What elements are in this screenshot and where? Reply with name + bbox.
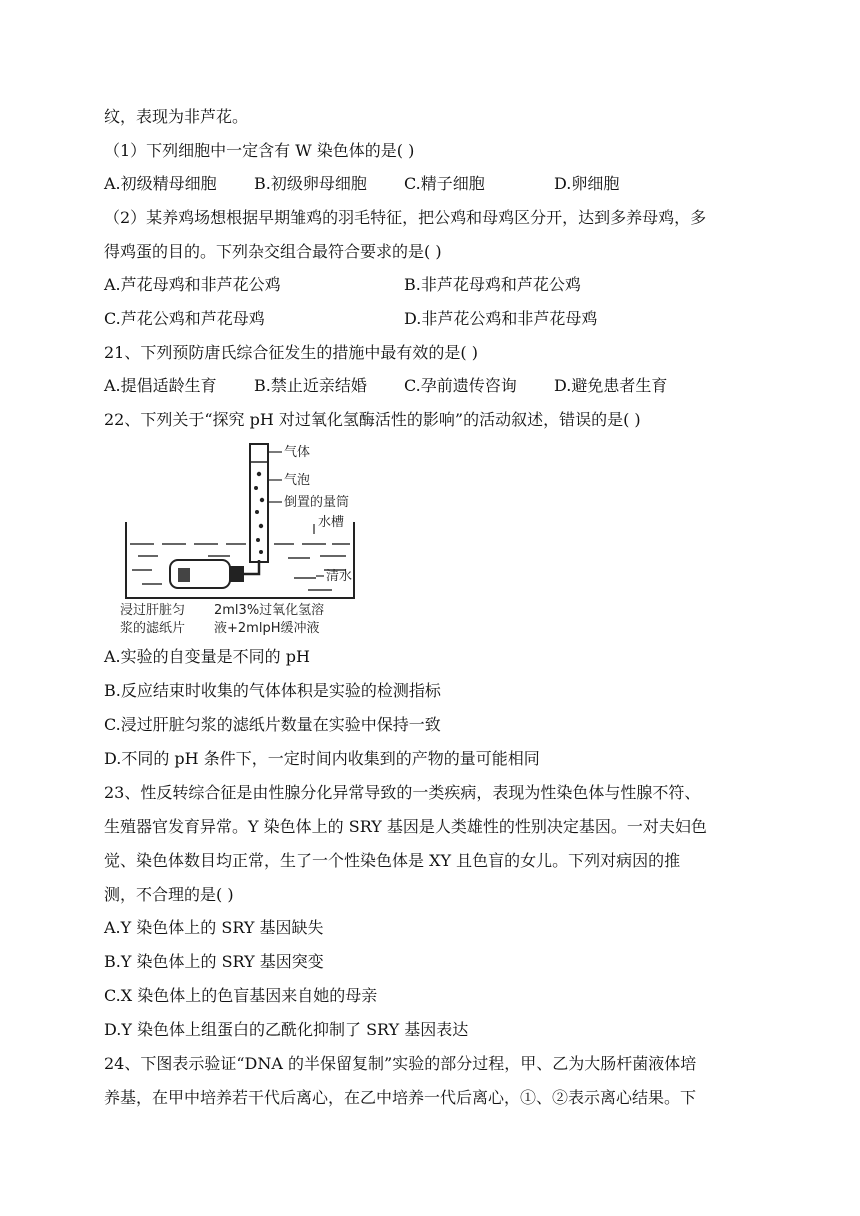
q24-stem-line1: 24、下图表示验证“DNA 的半保留复制”实验的部分过程，甲、乙为大肠杆菌液体培 (104, 1054, 697, 1073)
label-paper-line2: 浆的滤纸片 (120, 621, 186, 636)
label-paper-line1: 浸过肝脏匀 (120, 603, 186, 618)
q21-option-c: C.孕前遗传咨询 (404, 376, 517, 395)
water-trough-outline (126, 522, 354, 598)
q20-sub2-option-c: C.芦花公鸡和芦花母鸡 (104, 309, 265, 328)
label-solution-line2: 液+2mlpH缓冲液 (214, 621, 320, 636)
q20-sub2-option-b: B.非芦花母鸡和芦花公鸡 (404, 275, 581, 294)
q23-stem-line3: 觉、染色体数目均正常，生了一个性染色体是 XY 且色盲的女儿。下列对病因的推 (104, 851, 681, 870)
filter-paper (178, 568, 190, 582)
label-solution-line1: 2ml3%过氧化氢溶 (214, 603, 325, 618)
experiment-apparatus-figure (118, 440, 408, 640)
q22-option-d: D.不同的 pH 条件下，一定时间内收集到的产物的量可能相同 (104, 749, 540, 768)
bottle-stopper (230, 566, 244, 582)
q21-option-b: B.禁止近亲结婚 (254, 376, 367, 395)
q20-sub1-option-c: C.精子细胞 (404, 174, 485, 193)
label-cylinder: 倒置的量筒 (284, 495, 350, 510)
q20-sub1-option-d: D.卵细胞 (554, 174, 620, 193)
q20-sub2-option-a: A.芦花母鸡和非芦花公鸡 (104, 275, 281, 294)
q20-sub1-option-a: A.初级精母细胞 (104, 174, 217, 193)
q22-option-a: A.实验的自变量是不同的 pH (104, 647, 310, 666)
q23-option-a: A.Y 染色体上的 SRY 基因缺失 (104, 918, 324, 937)
q23-stem-line4: 测，不合理的是( ) (104, 885, 234, 904)
q22-option-b: B.反应结束时收集的气体体积是实验的检测指标 (104, 681, 441, 700)
q23-option-b: B.Y 染色体上的 SRY 基因突变 (104, 952, 324, 971)
q20-sub2-option-d: D.非芦花公鸡和非芦花母鸡 (404, 309, 598, 328)
q21-option-a: A.提倡适龄生育 (104, 376, 217, 395)
q20-continuation: 纹，表现为非芦花。 (104, 107, 249, 126)
q21-stem: 21、下列预防唐氏综合征发生的措施中最有效的是( ) (104, 343, 478, 362)
q24-stem-line2: 养基，在甲中培养若干代后离心，在乙中培养一代后离心，①、②表示离心结果。下 (104, 1088, 697, 1107)
label-water: 清水 (326, 569, 353, 584)
q23-stem-line2: 生殖器官发育异常。Y 染色体上的 SRY 基因是人类雄性的性别决定基因。一对夫妇色 (104, 817, 707, 836)
q23-stem-line1: 23、性反转综合征是由性腺分化异常导致的一类疾病，表现为性染色体与性腺不符、 (104, 783, 701, 802)
q23-option-c: C.X 染色体上的色盲基因来自她的母亲 (104, 986, 378, 1005)
label-bubble: 气泡 (284, 473, 311, 488)
q22-option-c: C.浸过肝脏匀浆的滤纸片数量在实验中保持一致 (104, 715, 441, 734)
q20-sub1-stem: （1）下列细胞中一定含有 W 染色体的是( ) (104, 141, 415, 160)
q20-sub2-stem-line2: 得鸡蛋的目的。下列杂交组合最符合要求的是( ) (104, 242, 442, 261)
q22-stem: 22、下列关于“探究 pH 对过氧化氢酶活性的影响”的活动叙述，错误的是( ) (104, 410, 641, 429)
label-gas: 气体 (284, 445, 311, 460)
q21-option-d: D.避免患者生育 (554, 376, 668, 395)
q23-option-d: D.Y 染色体上组蛋白的乙酰化抑制了 SRY 基因表达 (104, 1020, 469, 1039)
q20-sub1-option-b: B.初级卵母细胞 (254, 174, 367, 193)
apparatus-diagram (118, 440, 408, 640)
label-trough: 水槽 (318, 515, 345, 530)
q20-sub2-stem-line1: （2）某养鸡场想根据早期雏鸡的羽毛特征，把公鸡和母鸡区分开，达到多养母鸡，多 (104, 208, 707, 227)
